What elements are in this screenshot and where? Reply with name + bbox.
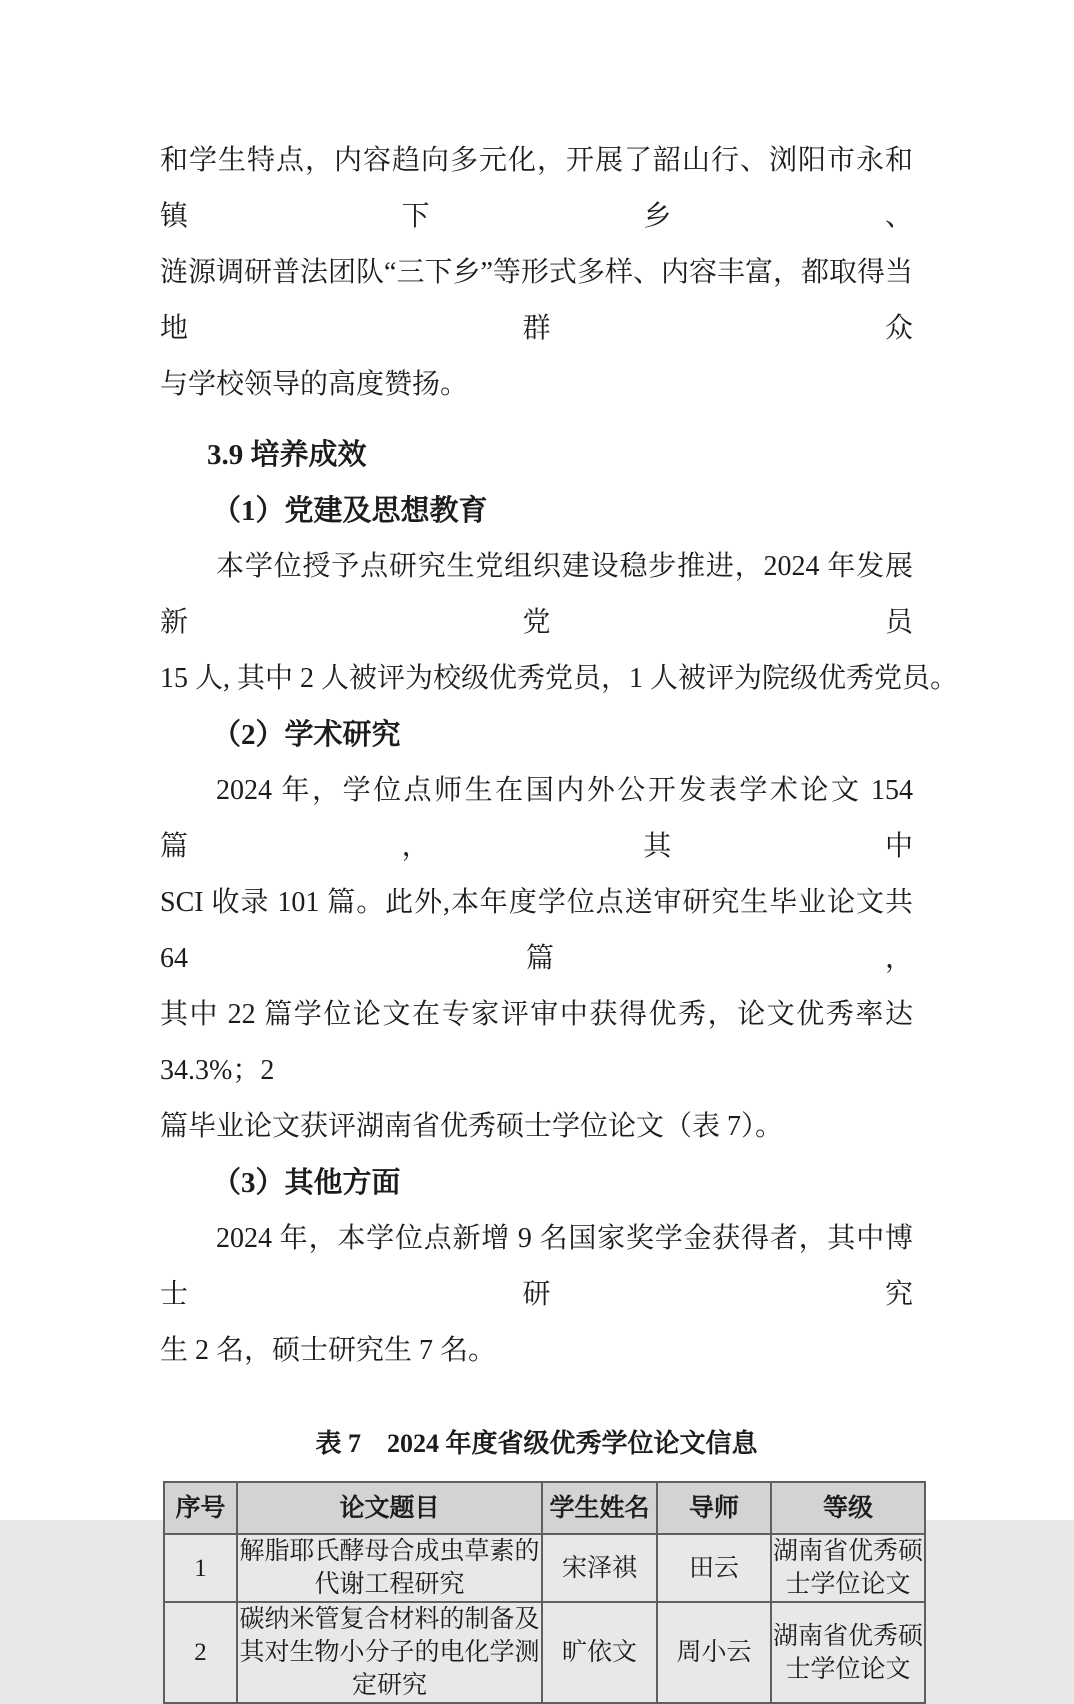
- table-header-row: [164, 1482, 925, 1534]
- table-row: [164, 1602, 925, 1703]
- paragraph-party-building: [160, 539, 959, 707]
- text-line: 涟源调研普法团队“三下乡”等形式多样、内容丰富，都取得当地群众: [160, 257, 913, 344]
- text-line: 其中 22 篇学位论文在专家评审中获得优秀，论文优秀率达 34.3%；2: [160, 999, 913, 1086]
- heading-academic-research: （2）学术研究: [212, 719, 401, 751]
- paragraph-academic-research: [160, 763, 913, 1155]
- text-line: 生 2 名，硕士研究生 7 名。: [160, 1335, 497, 1366]
- text-line: 本学位授予点研究生党组织建设稳步推进，2024 年发展新党员: [160, 551, 913, 638]
- text-line: 和学生特点，内容趋向多元化，开展了韶山行、浏阳市永和镇下乡、: [160, 145, 913, 232]
- header-student-name: 学生姓名: [542, 1482, 657, 1534]
- text-line: 与学校领导的高度赞扬。: [160, 369, 469, 400]
- header-thesis-title: 论文题目: [237, 1482, 542, 1534]
- heading-other-aspects: （3）其他方面: [212, 1167, 401, 1199]
- heading-party-building: （1）党建及思想教育: [212, 495, 488, 527]
- cell-serial-number: 1: [164, 1534, 237, 1602]
- heading-3-9-training-results: 3.9 培养成效: [207, 439, 367, 471]
- table-caption: 表 7 2024 年度省级优秀学位论文信息: [315, 1429, 758, 1458]
- text-line: 15 人, 其中 2 人被评为校级优秀党员，1 人被评为院级优秀党员。: [160, 663, 959, 694]
- cell-serial-number: 2: [164, 1602, 237, 1703]
- text-line: 篇毕业论文获评湖南省优秀硕士学位论文（表 7）。: [160, 1111, 784, 1142]
- excellent-thesis-table: [163, 1481, 926, 1704]
- header-advisor: 导师: [657, 1482, 771, 1534]
- cell-advisor: 田云: [657, 1534, 771, 1602]
- text-line: SCI 收录 101 篇。此外,本年度学位点送审研究生毕业论文共 64 篇，: [160, 887, 913, 974]
- paragraph-continuation: [160, 133, 913, 413]
- cell-grade: 湖南省优秀硕士学位论文: [771, 1602, 925, 1703]
- document-body: [160, 133, 959, 1704]
- cell-thesis-title: 解脂耶氏酵母合成虫草素的代谢工程研究: [237, 1534, 542, 1602]
- cell-advisor: 周小云: [657, 1602, 771, 1703]
- cell-student-name: 宋泽祺: [542, 1534, 657, 1602]
- cell-thesis-title: 碳纳米管复合材料的制备及其对生物小分子的电化学测定研究: [237, 1602, 542, 1703]
- cell-grade: 湖南省优秀硕士学位论文: [771, 1534, 925, 1602]
- header-grade: 等级: [771, 1482, 925, 1534]
- header-serial-number: 序号: [164, 1482, 237, 1534]
- text-line: 2024 年，本学位点新增 9 名国家奖学金获得者，其中博士研究: [160, 1223, 913, 1310]
- text-line: 2024 年，学位点师生在国内外公开发表学术论文 154 篇，其中: [160, 775, 913, 862]
- paragraph-other-aspects: [160, 1211, 913, 1379]
- table-row: [164, 1534, 925, 1602]
- cell-student-name: 旷依文: [542, 1602, 657, 1703]
